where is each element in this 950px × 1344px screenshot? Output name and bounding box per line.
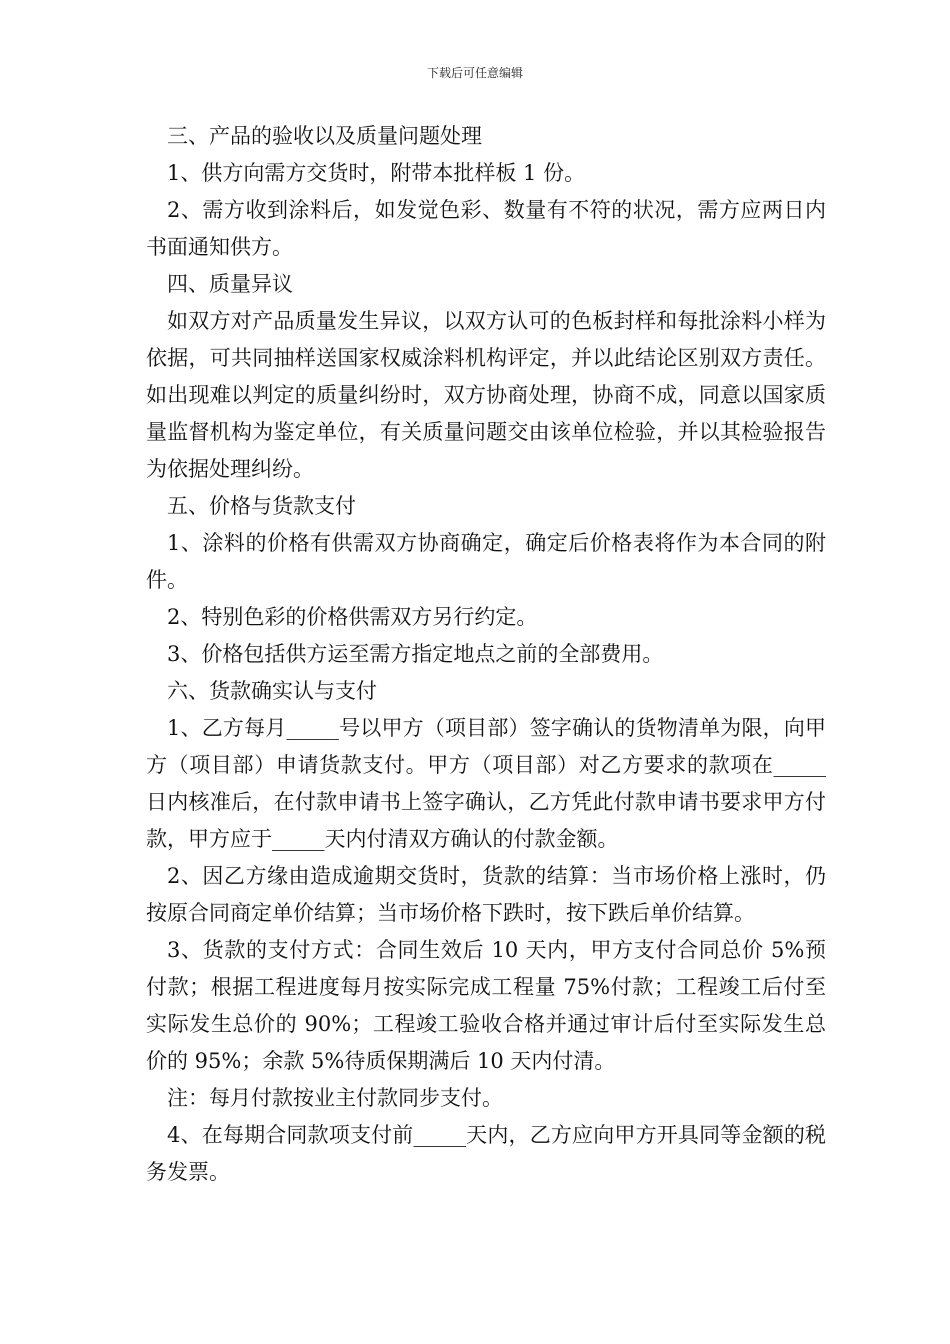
clause-5-1: 1、涂料的价格有供需双方协商确定，确定后价格表将作为本合同的附件。 (146, 531, 826, 592)
clause-6-2: 2、因乙方缘由造成逾期交货时，货款的结算：当市场价格上涨时，仍按原合同商定单价结算；当市场价格下跌时，按下跌后单价结算。 (146, 864, 826, 925)
section-heading-payment-confirmation: 六、货款确实认与支付 (167, 679, 377, 703)
section-heading-quality-dispute: 四、质量异议 (167, 272, 293, 296)
page-header-note: 下载后可任意编辑 (426, 66, 523, 80)
document-body (146, 118, 826, 1191)
clause-3-1: 1、供方向需方交货时，附带本批样板 1 份。 (167, 161, 586, 185)
section-heading-acceptance: 三、产品的验收以及质量问题处理 (167, 124, 482, 148)
clause-4-body: 如双方对产品质量发生异议，以双方认可的色板封样和每批涂料小样为依据，可共同抽样送国家权威涂料机构评定，并以此结论区别双方责任。如出现难以判定的质量纠纷时，双方协商处理，协商不成，同意以国家质量监督机构为鉴定单位，有关质量问题交由该单位检验，并以其检验报告为依据处理纠纷。 (146, 309, 826, 481)
clause-6-1: 1、乙方每月_____号以甲方（项目部）签字确认的货物清单为限，向甲方（项目部）申请货款支付。甲方（项目部）对乙方要求的款项在_____日内核准后，在付款申请书上签字确认，乙方凭此付款申请书要求甲方付款，甲方应于_____天内付清双方确认的付款金额。 (146, 716, 826, 851)
clause-5-2: 2、特别色彩的价格供需双方另行约定。 (167, 605, 538, 629)
section-heading-price-payment: 五、价格与货款支付 (167, 494, 356, 518)
clause-5-3: 3、价格包括供方运至需方指定地点之前的全部费用。 (167, 642, 664, 666)
clause-3-2: 2、需方收到涂料后，如发觉色彩、数量有不符的状况，需方应两日内书面通知供方。 (146, 198, 826, 259)
clause-6-3: 3、货款的支付方式：合同生效后 10 天内，甲方支付合同总价 5%预付款；根据工程进度每月按实际完成工程量 75%付款；工程竣工后付至实际发生总价的 90%；工程竣工验收合格并通过审计后付至实际发生总价的 95%；余款 5%待质保期满后 10 天内付清。 (146, 938, 826, 1073)
clause-6-4: 4、在每期合同款项支付前_____天内，乙方应向甲方开具同等金额的税务发票。 (146, 1123, 826, 1184)
clause-6-note: 注：每月付款按业主付款同步支付。 (167, 1086, 503, 1110)
